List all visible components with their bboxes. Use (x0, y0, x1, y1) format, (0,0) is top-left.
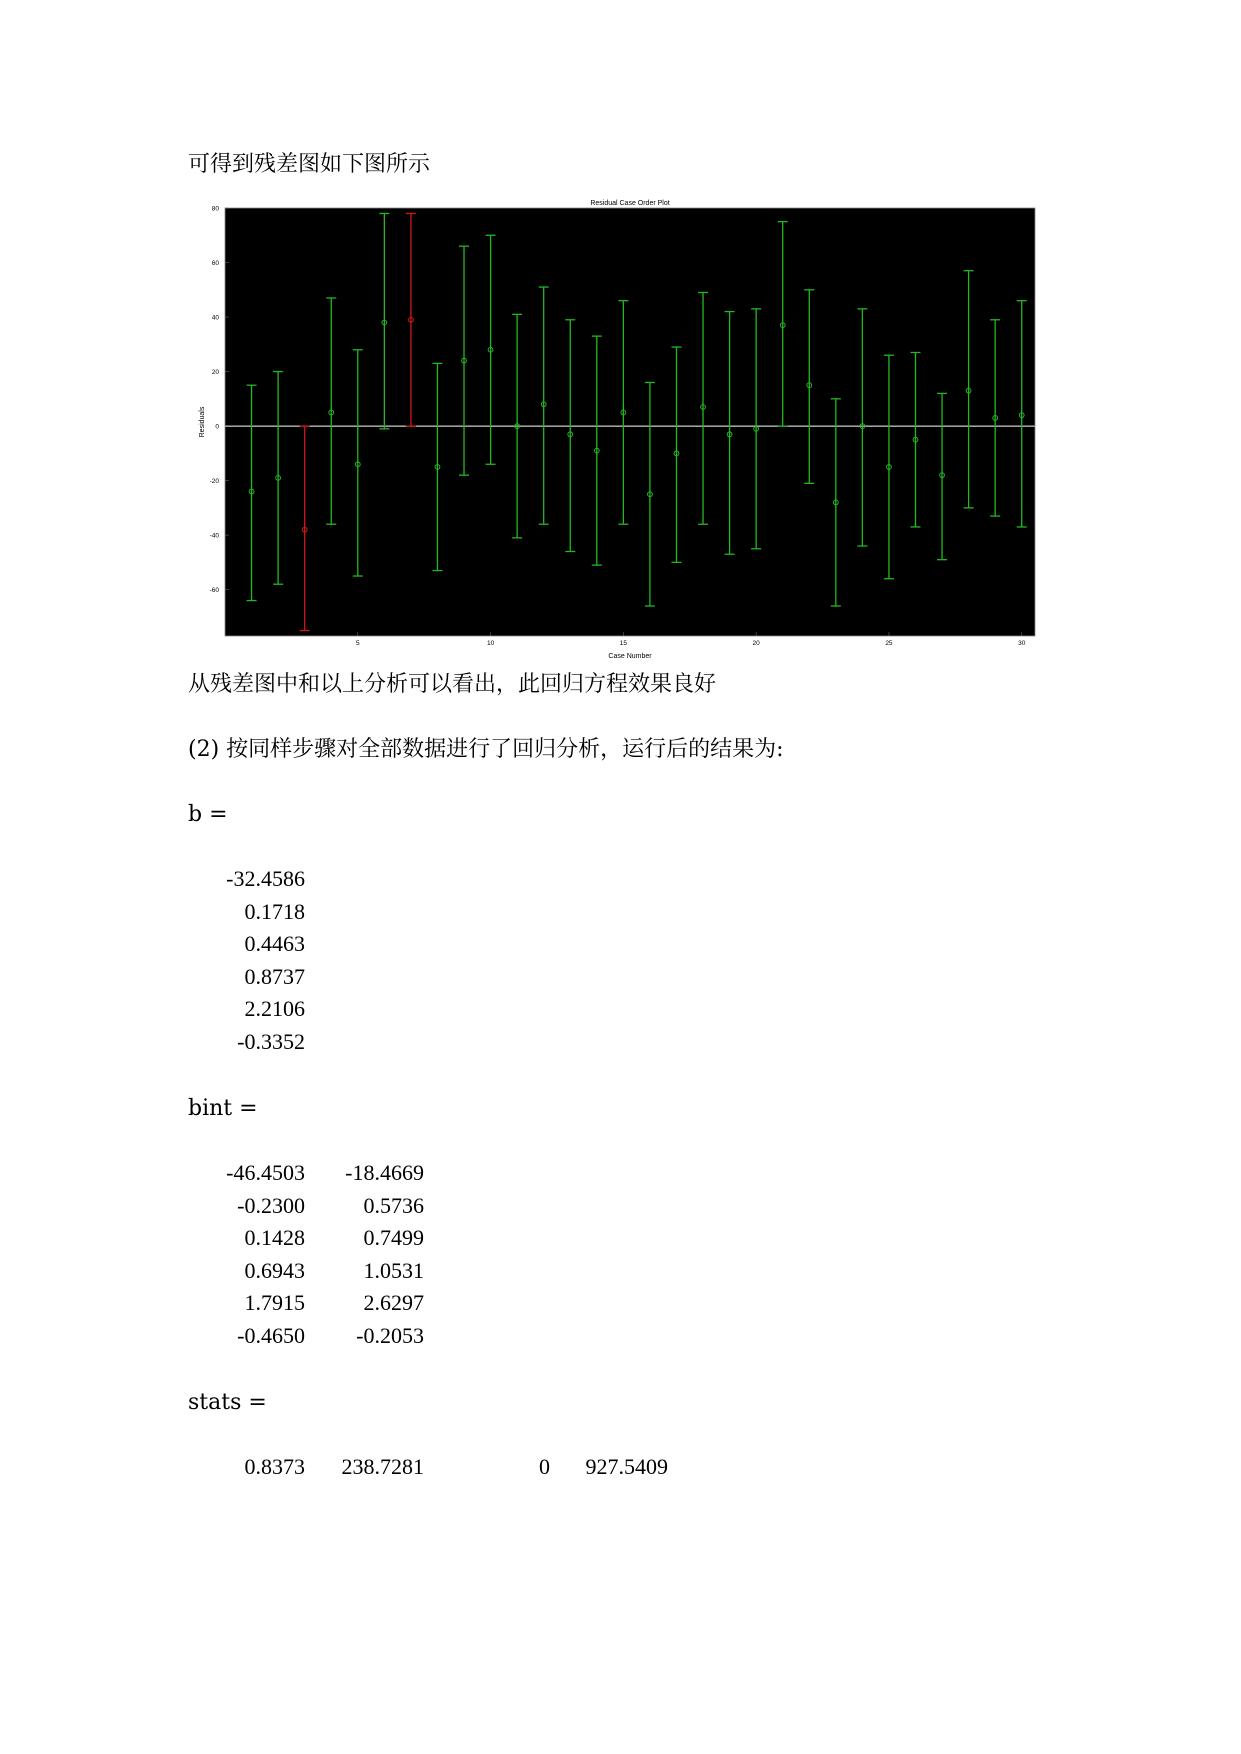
y-tick-label: 80 (211, 205, 219, 213)
bint-lower: -0.2300 (237, 1192, 305, 1218)
x-tick-label: 25 (885, 640, 893, 647)
conclusion-text: 从残差图中和以上分析可以看出，此回归方程效果良好 (188, 672, 717, 697)
x-tick-label: 20 (752, 640, 760, 647)
x-tick-label: 15 (619, 640, 627, 647)
b-value: 0.1718 (244, 898, 305, 924)
bint-upper: -0.2053 (356, 1322, 424, 1348)
residual-case-order-plot (190, 196, 1040, 664)
bint-upper: 1.0531 (363, 1257, 424, 1283)
y-tick-label: 60 (211, 260, 219, 268)
bint-label: bint = (188, 1096, 258, 1121)
bint-upper: -18.4669 (345, 1160, 424, 1185)
b-value: 0.8737 (244, 963, 305, 989)
y-tick-label: -20 (209, 478, 219, 486)
bint-lower: 0.1428 (244, 1225, 305, 1250)
y-tick-label: -40 (209, 532, 219, 540)
stats-value: 0 (539, 1454, 550, 1479)
bint-lower: -46.4503 (226, 1160, 305, 1185)
y-tick-label: 40 (211, 314, 219, 322)
b-value: 2.2106 (244, 996, 305, 1021)
y-tick-label: 20 (211, 369, 219, 377)
stats-value: 238.7281 (341, 1454, 424, 1479)
intro-text: 可得到残差图如下图所示 (188, 152, 431, 177)
x-tick-label: 5 (355, 640, 360, 647)
bint-lower: 1.7915 (244, 1290, 305, 1315)
bint-lower: -0.4650 (237, 1322, 305, 1348)
x-tick-label: 30 (1018, 640, 1026, 647)
x-axis-label: Case Number (608, 653, 652, 660)
bint-upper: 2.6297 (363, 1290, 424, 1315)
b-value: -32.4586 (226, 866, 305, 891)
bint-upper: 0.7499 (363, 1225, 424, 1250)
bint-upper: 0.5736 (363, 1192, 424, 1218)
y-axis-label: Residuals (199, 406, 206, 438)
b-value: 0.4463 (244, 931, 305, 956)
b-value: -0.3352 (237, 1028, 305, 1054)
b-label: b = (188, 802, 228, 827)
x-tick-label: 10 (486, 640, 495, 647)
y-tick-label: -60 (209, 587, 219, 595)
stats-value: 0.8373 (244, 1454, 305, 1479)
plot-background (225, 208, 1035, 636)
bint-lower: 0.6943 (244, 1257, 305, 1283)
stats-value: 927.5409 (585, 1454, 668, 1479)
y-tick-label: 0 (215, 423, 219, 431)
chart-title: Residual Case Order Plot (590, 200, 670, 207)
residual-plot-svg (190, 196, 1040, 664)
step2-text: (2) 按同样步骤对全部数据进行了回归分析，运行后的结果为: (188, 737, 784, 762)
stats-label: stats = (188, 1390, 267, 1415)
